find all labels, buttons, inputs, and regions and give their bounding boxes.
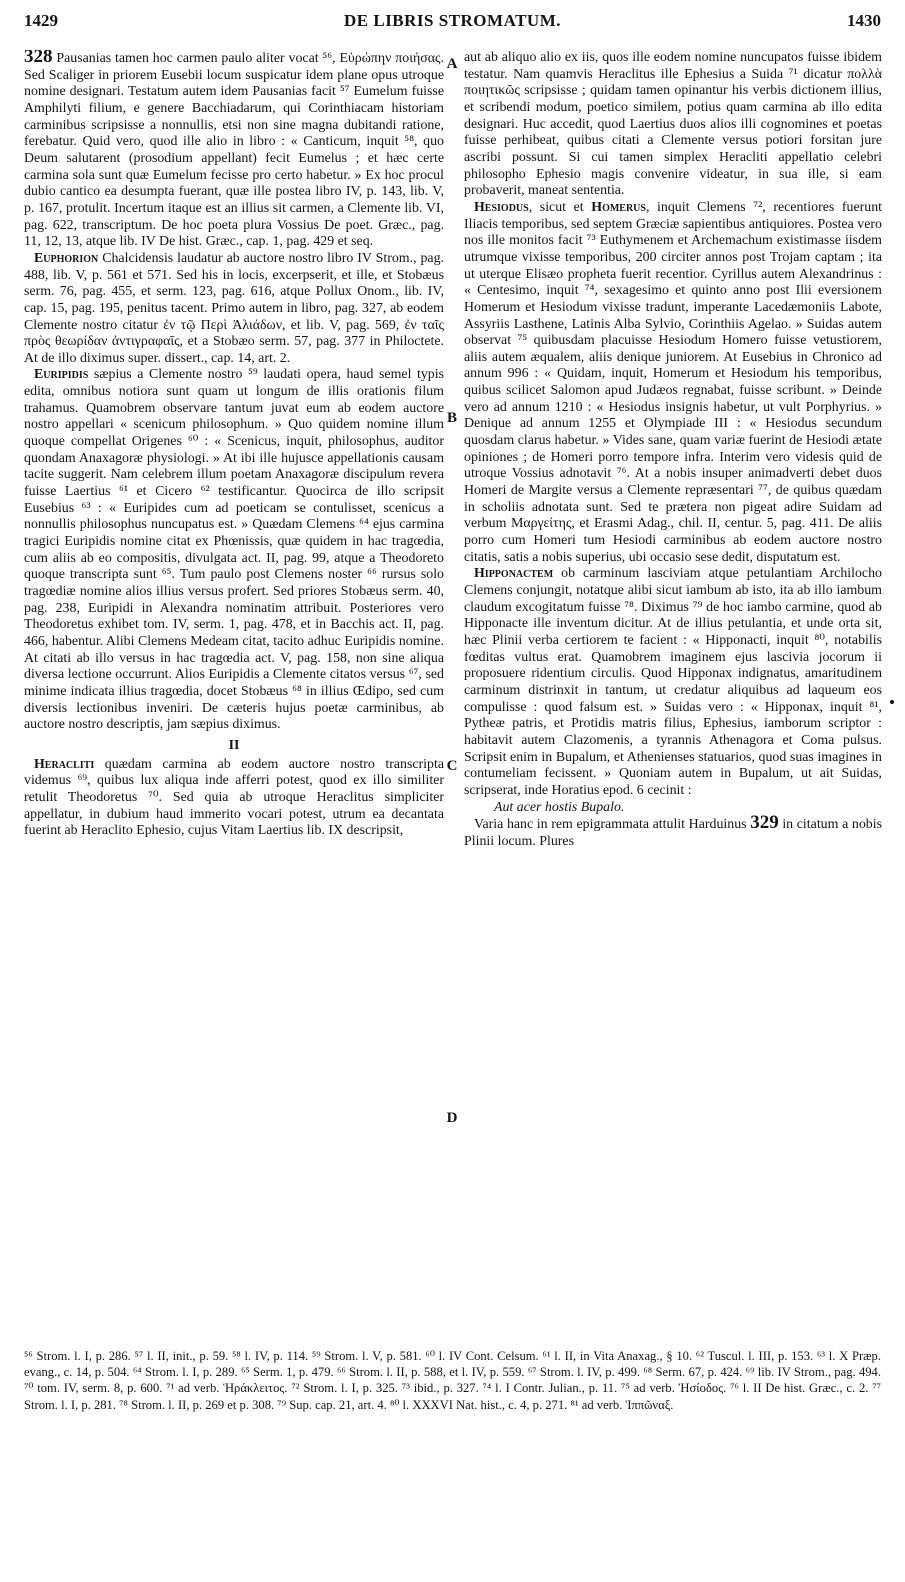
paragraph-heraclitus [24,757,444,840]
section-heading: II [228,737,240,753]
footnotes [24,1348,881,1438]
entry-heading: Hipponactem [474,566,554,582]
page-number-left: 1429 [24,11,58,30]
paragraph-text: quædam carmina ab eodem auctore nostro transcripta videmus ⁶⁹, quibus lux aliqua inde afferri potest, quod ex illo similiter retulit Theodoretus ⁷⁰. Sed quia ab utroque Heraclitus simpliciter appellatur, in dubium haud immerito vocari potest, utrum ea decantata fuerint ab Heraclito Ephesio, cujus Vitam Laertius lib. IX descripsit, [24,756,444,839]
entry-heading: Hesiodus [474,199,529,215]
margin-letter-a: A [446,56,458,72]
margin-letter-d: D [446,1110,458,1126]
entry-heading: Homerus [591,199,646,215]
paragraph-hipponax [464,566,882,799]
entry-heading: Heracliti [34,756,95,772]
paragraph-text: ob carminum lasciviam atque petulantiam Archilocho Clemens conjungit, notatque alibi sicut iambum ab isto, ita ab illo iambum claudum excogitatum fuisse ⁷⁸. Diximus ⁷⁹ de hoc iambo carmine, quod ab Hipponacte ille inventum dicitur. At de illius petulantia, et unde orta sit, hæc Plinii verba certiorem te facient : « Hipponacti, inquit ⁸⁰, notabilis fœditas vultus erat. Quamobrem imaginem ejus lascivia jocorum ii proposuere ridentium circulis. Quod Hipponax indignatus, amaritudinem carminum distrinxit in tantum, ut credatur aliquibus ad laqueum eos compulisse : quod falsum est. » Suidas vero : « Hipponax, inquit ⁸¹, Pytheæ patris, et Protidis matris filius, Ephesius, iamborum scriptor : habitavit autem Clazomenis, a tyrannis Athenagora et Coma pulsus. Scripsit enim in Bupalum, et Athenienses statuarios, quod suas imagines in contumeliam fecissent. » Quoniam autem in Bupalum, ut ait Suidas, scripserat, inde Horatius epod. 6 cecinit : [464,566,882,798]
entry-heading: Euripidis [34,367,89,383]
margin-dot [890,700,894,704]
paragraph-text: Pausanias tamen hoc carmen paulo aliter vocat ⁵⁶, Εὐρώπην ποιήσας. Sed Scaliger in priorem Eusebii locum suspicatur idem plane opus utroque nomine designari. Testatum autem idem Pausanias facit ⁵⁷ Eumelum fuisse Amphilyti filium, e genere Bacchiadarum, qui Corinthiacam historiam carminibus scripsisse a nonnullis, etsi non sine magna dubitandi ratione, ferebatur. Quid vero, quod ille alio in libro : « Canticum, inquit ⁵⁸, quo Deum salutarent (prosodium appellant) fecit Eumelus ; et hæc certe carmina sola sunt quæ Eumelum fecisse pro certo habetur. » Ex hoc procul dubio cantico ea desumpta fuerant, quæ ille postea libro IV, p. 143, lib. V, p. 167, protulit. Incertum itaque est an illius sit carmen, a Clemente lib. VI, pag. 622, transcriptum. De hoc poeta plura Vossius De poet. Græc., pag. 11, 12, 13, atque lib. IV De hist. Græc., cap. 1, pag. 429 et seq. [24,51,444,250]
paragraph-epigrammata [464,812,882,850]
marginal-number: 328 [24,50,53,67]
right-column [464,50,882,1286]
paragraph-text: , sicut et [528,199,592,215]
running-title: DE LIBRIS STROMATUM. [343,11,562,30]
paragraph-pausanias [24,50,444,251]
footnote-separator [24,1330,881,1331]
running-header [24,10,881,32]
paragraph-text: sæpius a Clemente nostro ⁵⁹ laudati opera, haud semel typis edita, omnibus notiora sunt quam ut longum de illis orationis filum trahamus. Quamobrem observare tantum juvat eum ab eodem auctore nostro appellari « scenicum philosophum. » Quo quidem nomine illum quoque compellat Origenes ⁶⁰ : « Scenicus, inquit, philosophus, auditor quondam Anaxagoræ physiologi. » At ibi ille hujusce appellationis causam tacite suggerit. Nam celebrem illum poetam Anaxagoræ discipulum revera fuisse Laertius ⁶¹ et Cicero ⁶² testificantur. Quocirca de illo scripsit Eusebius ⁶³ : « Euripides cum ad poeticam se contulisset, scenicus a nonnullis philosophus nuncupatus est. » Quædam Clemens ⁶⁴ ejus carmina tragici Euripidis nomine citat ex Phœnissis, quæ quidem in hac tragœdia, cum aliis ab eo compositis, divulgata act. II, pag. 99, atque a Theodoreto quoque transcripta sunt ⁶⁵. Tum paulo post Clemens noster ⁶⁶ rursus solo tragœdiæ nomine alios illius versus profert. Sed priores Stobæus serm. 40, pag. 238, Euripidi in Alexandra nominatim attribuit. Posteriores vero Theodoretus exhibet tom. IV, serm. 1, pag. 478, et in Bacchis act. II, pag. 466, habentur. Alibi Clemens Medeam citat, tacito adhuc Euripidis nomine. At citati ab illo versus in hac tragœdia act. V, pag. 158, non sine aliqua diversa lectione occurrunt. Alios Euripidis a Clemente citatos versus ⁶⁷, sed minime indicata illius tragœdia, docet Stobæus ⁶⁸ in illius Œdipo, sed cum diversis lectionibus inveniri. De cæteris hujus poetæ carminibus, ab auctore nostro descriptis, jam sæpius diximus. [24,367,444,733]
paragraph-text: Chalcidensis laudatur ab auctore nostro libro IV Strom., pag. 488, lib. V, p. 561 et 571. Sed his in locis, excerpserit, et ille, et Stobæus serm. 76, pag. 455, et serm. 123, pag. 616, atque Pollux Onom., lib. IV, cap. 15, pag. 195, penitus tacent. Primo autem in libro, pag. 327, ab eodem Clemente nostro citatur ἐν τῷ Περὶ Ἀλιάδων, et lib. V, pag. 569, ἐν ταῖς πρὸς θεωρίδαν ἀντιγραφαῖς, et a Stobæo serm. 57, pag. 377 in Philoctete. At de illo diximus super. dissert., cap. 14, art. 2. [24,250,444,366]
margin-letter-b: B [446,410,457,426]
paragraph-text: Varia hanc in rem epigrammata attulit Harduinus [474,817,747,833]
paragraph-hesiodus [464,200,882,566]
left-column [24,50,444,1286]
paragraph-heraclitus-cont [464,50,882,200]
marginal-number: 329 [750,812,779,834]
paragraph-text: in citatum a nobis Plinii locum. Plures [464,817,882,849]
margin-letter-c: C [446,758,458,774]
paragraph-euripides [24,367,444,733]
page-number-right: 1430 [847,11,881,30]
footnotes-text: ⁵⁶ Strom. l. I, p. 286. ⁵⁷ l. II, init., p. 59. ⁵⁸ l. IV, p. 114. ⁵⁹ Strom. l. V, p. 581. ⁶⁰ l. IV Cont. Celsum. ⁶¹ l. II, in Vita Anaxag., § 10. ⁶² Tuscul. l. III, p. 153. ⁶³ l. X Præp. evang., c. 14, p. 504. ⁶⁴ Strom. l. I, p. 289. ⁶⁵ Serm. 1, p. 479. ⁶⁶ Strom. l. II, p. 588, et l. IV, p. 559. ⁶⁷ Strom. l. IV, p. 499. ⁶⁸ Serm. 67, p. 424. ⁶⁹ lib. IV Strom., pag. 494. ⁷⁰ tom. IV, serm. 8, p. 600. ⁷¹ ad verb. Ἡράκλειτος. ⁷² Strom. l. I, p. 325. ⁷³ ibid., p. 327. ⁷⁴ l. I Contr. Julian., p. 11. ⁷⁵ ad verb. Ἡσίοδος. ⁷⁶ l. II De hist. Græc., c. 2. ⁷⁷ Strom. l. I, p. 281. ⁷⁸ Strom. l. II, p. 269 et p. 308. ⁷⁹ Sup. cap. 21, art. 4. ⁸⁰ l. XXXVI Nat. hist., c. 4, p. 271. ⁸¹ ad verb. Ἱππῶναξ. [24,1349,881,1412]
verse-quote: Aut acer hostis Bupalo. [494,799,625,815]
entry-heading: Euphorion [34,250,99,266]
paragraph-text: , inquit Clemens ⁷², recentiores fuerunt Iliacis temporibus, sed septem Græciæ sapientibus antiquiores. Postea vero nos ille monitos facit ⁷³ Euthymenem et Archemachum existimasse iisdem utrumque vixisse temporibus, 200 circiter annos post Trojam captam ; ita ut uterque Elisæo propheta fuerit recentior. Cyrillus autem Alexandrinus : « Centesimo, inquit ⁷⁴, sexagesimo et quinto anno post Ilii eversionem Homerum et Hesiodum vixisse tradunt, imperante Lacedæmoniis Labote, Assyriis Lasthene, Latinis Alba Sylvio, Corinthiis Agelao. » Suidas autem observat ⁷⁵ quibusdam placuisse Hesiodum Homero fuisse vetustiorem, aliis autem æqualem, aliis denique juniorem. At Eusebius in Chronico ad annum 996 : « Quidam, inquit, Homerum et Hesiodum his temporibus, quibus scilicet Salomon apud Judæos regnabat, fuisse scribunt. » Deinde vero ad annum 1210 : « Hesiodus insignis habetur, ut vult Porphyrius. » Denique ad annum 1255 et Olympiade III : « Hesiodus secundum quosdam clarus habetur. » Vides sane, quam variæ fuerint de Hesiodi ætate opiniones ; de Homeri porro tempore infra. Interim vero videsis quid de utroque Vossius adnotavit ⁷⁶. At a nobis insuper animadverti debet duos Homeri de Margite versus a Clemente repræsentari ⁷⁷, de quibus quædam in scholiis adnotata sunt. Sed te prætera non pigeat adire Suidam ad verbum Μαργείτης, et Erasmi Adag., chil. II, centur. 5, pag. 411. De aliis porro cum Homeri tum Hesiodi carminibus ab eodem auctore nostro citatis, satis a nobis superius, ubi occasio sese dedit, disputatum est. [464,199,882,565]
paragraph-euphorion [24,251,444,368]
paragraph-text: aut ab aliquo alio ex iis, quos ille eodem nomine nuncupatos fuisse ibidem testatur. Nam quamvis Heraclitus ille Ephesius a Suida ⁷¹ dicatur πολλὰ ποιητικῶς scripsisse ; quidam tamen opinantur his verbis dictionem illius, et scribendi modum, poetico similem, potius quam carmina ab illo edita designari. Huc accedit, quod Laertius duos alios illi cognomines et poetas fuisse perhibeat, quibus citati a Clemente versus potiori forsitan jure ascribi possunt. Si cui tamen simplex Heracliti appellatio celebri philosopho Ephesio magis convenire videatur, in sua ille, si eam probaverit, maneat sententia. [464,50,882,199]
